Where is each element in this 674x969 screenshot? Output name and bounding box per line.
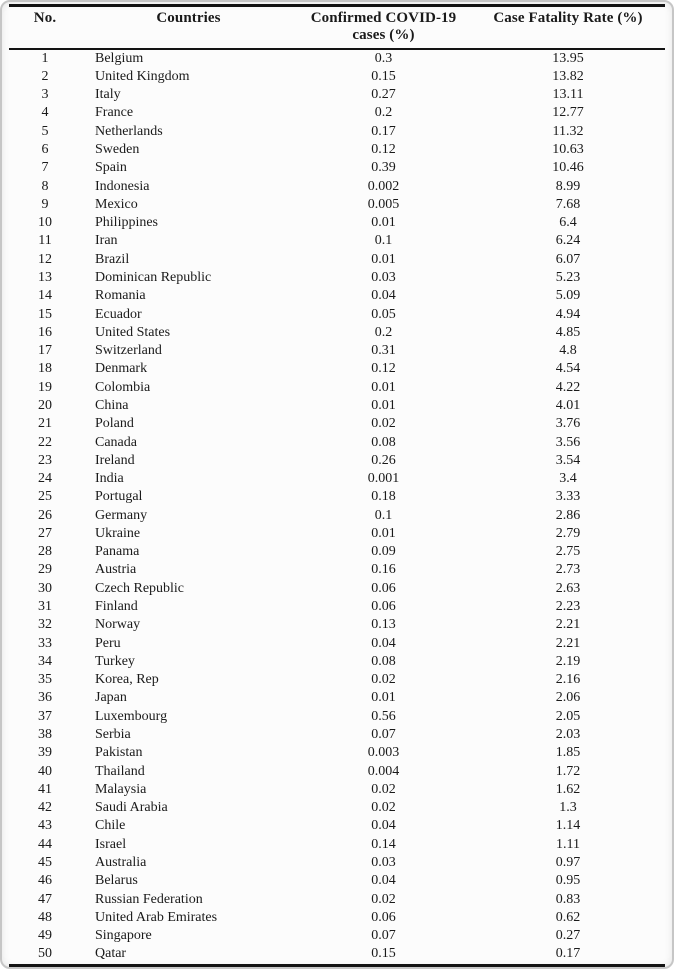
row-number: 21 [38,416,52,432]
row-number: 16 [38,324,52,340]
row-number: 11 [38,233,52,249]
table-row [9,324,665,342]
case-fatality-rate-value: 0.17 [555,946,581,962]
table-row [9,415,665,433]
row-number: 37 [38,708,52,724]
confirmed-cases-value: 0.15 [371,946,396,962]
confirmed-cases-value: 0.18 [371,489,396,505]
case-fatality-rate-value: 2.21 [555,617,581,633]
case-fatality-rate-value: 2.05 [555,708,581,724]
row-number: 41 [38,781,52,797]
confirmed-cases-value: 0.02 [371,891,396,907]
case-fatality-rate-value: 3.54 [555,452,581,468]
row-number: 2 [41,68,49,84]
case-fatality-rate-value: 2.86 [555,507,581,523]
col-header-case-fatality-rate: Case Fatality Rate (%) [493,10,643,26]
table-row [9,689,665,707]
table-row [9,141,665,159]
case-fatality-rate-value: 10.46 [552,160,584,176]
confirmed-cases-value: 0.03 [371,854,396,870]
country-name: Romania [95,288,146,304]
country-name: Norway [95,617,141,633]
row-number: 33 [38,635,52,651]
row-number: 22 [38,434,52,450]
case-fatality-rate-value: 4.94 [555,306,581,322]
row-number: 34 [38,653,52,669]
confirmed-cases-value: 0.001 [367,471,400,487]
case-fatality-rate-value: 3.56 [555,434,581,450]
row-number: 42 [38,800,52,816]
confirmed-cases-value: 0.06 [371,599,396,615]
country-name: Czech Republic [95,580,185,596]
confirmed-cases-value: 0.2 [374,105,393,121]
case-fatality-rate-value: 11.32 [552,123,584,139]
confirmed-cases-value: 0.004 [367,763,400,779]
confirmed-cases-value: 0.16 [371,562,396,578]
case-fatality-rate-value: 0.97 [555,854,581,870]
row-number: 39 [38,745,52,761]
table-row [9,726,665,744]
table-row [9,104,665,122]
country-name: India [95,471,124,487]
confirmed-cases-value: 0.04 [371,635,396,651]
table-row [9,799,665,817]
case-fatality-rate-value: 0.27 [555,928,581,944]
case-fatality-rate-value: 2.16 [555,672,581,688]
confirmed-cases-value: 0.04 [371,873,396,889]
case-fatality-rate-value: 13.82 [552,68,584,84]
table-row [9,854,665,872]
table-row [9,525,665,543]
table-row [9,616,665,634]
table-row [9,891,665,909]
country-name: Netherlands [95,123,163,139]
row-number: 47 [38,891,52,907]
case-fatality-rate-value: 7.68 [555,196,581,212]
table-row [9,269,665,287]
case-fatality-rate-value: 4.85 [555,324,581,340]
row-number: 17 [38,343,52,359]
confirmed-cases-value: 0.02 [371,781,396,797]
row-number: 12 [38,251,52,267]
row-number: 28 [38,544,52,560]
country-name: Belgium [95,50,144,66]
country-name: Colombia [95,379,151,395]
col-header-no: No. [33,10,57,26]
table-row [9,507,665,525]
table-row [9,342,665,360]
confirmed-cases-value: 0.005 [367,196,400,212]
confirmed-cases-value: 0.04 [371,818,396,834]
row-number: 24 [38,471,52,487]
table-row [9,68,665,86]
confirmed-cases-value: 0.3 [374,50,393,66]
case-fatality-rate-value: 10.63 [552,142,584,157]
case-fatality-rate-value: 0.95 [555,873,581,889]
country-name: Thailand [95,763,145,779]
country-name: Panama [95,544,140,560]
table-row [9,196,665,214]
table-row [9,287,665,305]
country-name: Peru [95,635,121,651]
country-name: Philippines [95,215,159,231]
case-fatality-rate-value: 3.4 [559,471,577,487]
row-number: 32 [38,617,52,633]
case-fatality-rate-value: 4.8 [559,343,577,359]
country-name: Finland [95,599,138,615]
table-row [9,251,665,269]
country-name: Singapore [95,928,152,944]
row-number: 26 [38,507,52,523]
row-number: 46 [38,873,52,889]
row-number: 44 [38,836,52,852]
row-number: 6 [41,142,49,157]
table-row [9,817,665,835]
table-row [9,159,665,177]
table-row [9,561,665,579]
row-number: 20 [38,397,52,413]
country-name: Portugal [95,489,143,505]
table-row [9,452,665,470]
confirmed-cases-value: 0.01 [371,690,396,706]
table-body [9,49,665,966]
case-fatality-rate-value: 2.73 [555,562,581,578]
country-name: Serbia [95,727,131,742]
table-row [9,214,665,232]
country-name: Denmark [95,361,148,377]
country-name: Turkey [95,653,135,669]
confirmed-cases-value: 0.03 [371,269,396,285]
case-fatality-rate-value: 1.3 [559,800,577,816]
confirmed-cases-value: 0.002 [367,178,400,194]
row-number: 15 [38,306,52,322]
row-number: 40 [38,763,52,779]
country-name: Ecuador [95,306,142,322]
row-number: 35 [38,672,52,688]
confirmed-cases-value: 0.02 [371,672,396,688]
confirmed-cases-value: 0.14 [371,836,396,852]
confirmed-cases-value: 0.01 [371,397,396,413]
row-number: 14 [38,288,52,304]
case-fatality-rate-value: 6.07 [555,251,581,267]
case-fatality-rate-value: 4.22 [555,379,581,395]
case-fatality-rate-value: 2.06 [555,690,581,706]
confirmed-cases-value: 0.31 [371,343,396,359]
country-name: Korea, Rep [95,672,159,688]
country-name: Belarus [95,873,138,889]
country-name: Ukraine [95,525,141,541]
country-name: Italy [95,87,121,103]
row-number: 18 [38,361,52,377]
row-number: 48 [38,909,52,925]
confirmed-cases-value: 0.12 [371,361,396,377]
table-row [9,232,665,250]
country-name: Spain [95,160,127,176]
country-name: United Arab Emirates [95,909,218,925]
case-fatality-rate-value: 3.33 [555,489,581,505]
country-name: France [95,105,134,121]
confirmed-cases-value: 0.02 [371,416,396,432]
table-row [9,671,665,689]
confirmed-cases-value: 0.003 [367,745,400,761]
table-row [9,927,665,945]
confirmed-cases-value: 0.1 [374,233,393,249]
confirmed-cases-value: 0.17 [371,123,396,139]
confirmed-cases-value: 0.09 [371,544,396,560]
case-fatality-rate-value: 0.62 [555,909,581,925]
confirmed-cases-value: 0.01 [371,215,396,231]
confirmed-cases-value: 0.1 [374,507,393,523]
confirmed-cases-value: 0.13 [371,617,396,633]
row-number: 31 [38,599,52,615]
country-name: Russian Federation [95,891,203,907]
case-fatality-rate-value: 13.11 [552,87,584,103]
table-row [9,909,665,927]
country-name: China [95,397,129,413]
case-fatality-rate-value: 3.76 [555,416,581,432]
case-fatality-rate-value: 12.77 [552,105,584,121]
table-row [9,86,665,104]
confirmed-cases-value: 0.06 [371,580,396,596]
row-number: 4 [41,105,49,121]
case-fatality-rate-value: 5.23 [555,269,581,285]
confirmed-cases-value: 0.12 [371,142,396,157]
col-header-countries: Countries [156,10,221,26]
row-number: 3 [41,87,49,103]
case-fatality-rate-value: 4.54 [555,361,581,377]
confirmed-cases-value: 0.56 [371,708,396,724]
table-row [9,635,665,653]
table-row [9,470,665,488]
table-row [9,580,665,598]
confirmed-cases-value: 0.06 [371,909,396,925]
row-number: 29 [38,562,52,578]
confirmed-cases-value: 0.07 [371,727,396,742]
confirmed-cases-value: 0.01 [371,525,396,541]
case-fatality-rate-value: 2.23 [555,599,581,615]
row-number: 9 [41,196,49,212]
confirmed-cases-value: 0.2 [374,324,393,340]
confirmed-cases-value: 0.05 [371,306,396,322]
case-fatality-rate-value: 6.4 [559,215,577,231]
confirmed-cases-value: 0.39 [371,160,396,176]
table-row [9,598,665,616]
table-row [9,488,665,506]
row-number: 25 [38,489,52,505]
case-fatality-rate-value: 4.01 [555,397,581,413]
country-name: Switzerland [95,343,162,359]
row-number: 30 [38,580,52,596]
case-fatality-rate-value: 2.63 [555,580,581,596]
case-fatality-rate-value: 1.14 [555,818,581,834]
table-row [9,945,665,965]
row-number: 13 [38,269,52,285]
case-fatality-rate-value: 8.99 [555,178,581,194]
table-row [9,836,665,854]
country-name: Poland [95,416,134,432]
country-name: Saudi Arabia [95,800,168,816]
confirmed-cases-value: 0.02 [371,800,396,816]
country-name: Germany [95,507,148,523]
col-header-confirmed-cases: Confirmed COVID-19 cases (%) [310,10,457,43]
case-fatality-rate-value: 2.21 [555,635,581,651]
confirmed-cases-value: 0.26 [371,452,396,468]
case-fatality-rate-value: 2.19 [555,653,581,669]
row-number: 23 [38,452,52,468]
confirmed-cases-value: 0.01 [371,379,396,395]
confirmed-cases-value: 0.08 [371,653,396,669]
table-row [9,653,665,671]
row-number: 10 [38,215,52,231]
row-number: 19 [38,379,52,395]
table-row [9,306,665,324]
table-row [9,379,665,397]
country-name: Iran [95,233,118,249]
country-name: Chile [95,818,126,834]
country-name: Canada [95,434,137,450]
row-number: 27 [38,525,52,541]
case-fatality-rate-value: 5.09 [555,288,581,304]
table-row [9,872,665,890]
table-row [9,543,665,561]
row-number: 43 [38,818,52,834]
case-fatality-rate-value: 1.62 [555,781,581,797]
table-row [9,781,665,799]
confirmed-cases-value: 0.27 [371,87,396,103]
country-name: Japan [95,690,127,706]
row-number: 36 [38,690,52,706]
country-name: Malaysia [95,781,147,797]
confirmed-cases-value: 0.04 [371,288,396,304]
case-fatality-rate-value: 1.85 [555,745,581,761]
case-fatality-rate-value: 6.24 [555,233,581,249]
country-name: Dominican Republic [95,269,212,285]
table-row [9,744,665,762]
row-number: 45 [38,854,52,870]
case-fatality-rate-value: 2.75 [555,544,581,560]
country-name: United States [95,324,171,340]
country-name: Pakistan [95,745,143,761]
row-number: 8 [41,178,49,194]
case-fatality-rate-value: 0.83 [555,891,581,907]
table-row [9,178,665,196]
row-number: 50 [38,946,52,962]
row-number: 38 [38,727,52,742]
confirmed-cases-value: 0.08 [371,434,396,450]
case-fatality-rate-value: 1.11 [556,836,580,852]
confirmed-cases-value: 0.15 [371,68,396,84]
country-name: Israel [95,836,127,852]
country-name: Mexico [95,196,138,212]
case-fatality-rate-value: 2.03 [555,727,581,742]
confirmed-cases-value: 0.07 [371,928,396,944]
case-fatality-rate-value: 2.79 [555,525,581,541]
row-number: 49 [38,928,52,944]
confirmed-cases-value: 0.01 [371,251,396,267]
table-row [9,123,665,141]
row-number: 5 [41,123,49,139]
covid-fatality-table [9,4,665,967]
row-number: 7 [41,160,49,176]
header-row [9,6,665,49]
table-row [9,708,665,726]
country-name: Qatar [95,946,127,962]
country-name: Luxembourg [95,708,168,724]
table-row [9,49,665,68]
table-row [9,360,665,378]
table-row [9,434,665,452]
table-row [9,763,665,781]
country-name: United Kingdom [95,68,190,84]
case-fatality-rate-value: 13.95 [552,50,584,66]
country-name: Australia [95,854,147,870]
country-name: Indonesia [95,178,150,194]
country-name: Austria [95,562,137,578]
case-fatality-rate-value: 1.72 [555,763,581,779]
country-name: Brazil [95,251,130,267]
country-name: Ireland [95,452,135,468]
table-row [9,397,665,415]
row-number: 1 [41,50,49,66]
table-header [9,6,665,49]
country-name: Sweden [95,142,140,157]
